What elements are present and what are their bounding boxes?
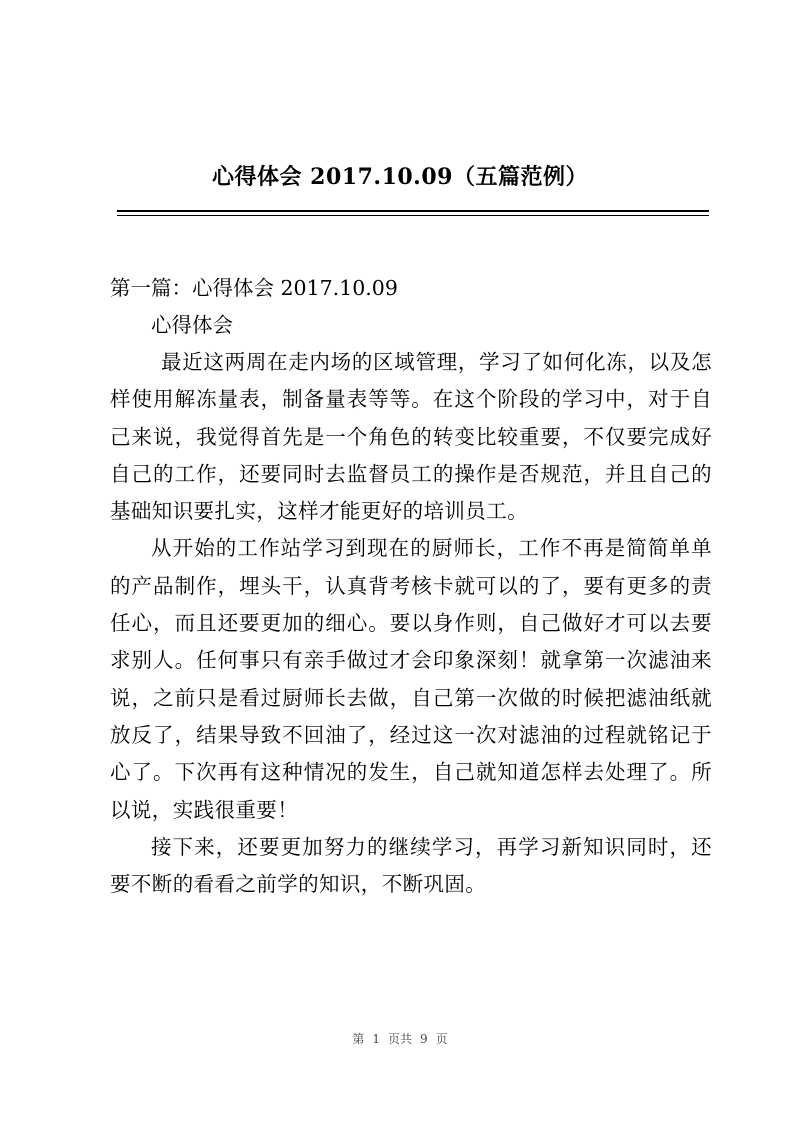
footer-prefix: 第 [352, 1032, 365, 1046]
title-divider-thick [117, 210, 709, 212]
footer-suffix: 页 [435, 1032, 448, 1046]
document-body [110, 270, 712, 903]
document-title: 心得体会 2017.10.09（五篇范例） [212, 164, 588, 190]
section-subtitle: 心得体会 [151, 313, 233, 337]
title-divider-thin [117, 215, 709, 216]
paragraph-2: 从开始的工作站学习到现在的厨师长，工作不再是简简单单的产品制作，埋头干，认真背考核卡就可以的了，要有更多的责任心，而且还要更加的细心。要以身作则，自己做好才可以去要求别人。任何事只有亲手做过才会印象深刻！就拿第一次滤油来说，之前只是看过厨师长去做，自己第一次做的时候把滤油纸就放反了，结果导致不回油了，经过这一次对滤油的过程就铭记于心了。下次再有这种情况的发生，自己就知道怎样去处理了。所以说，实践很重要！ [110, 536, 712, 822]
footer-middle: 页共 [387, 1032, 412, 1046]
paragraph-1: 最近这两周在走内场的区域管理，学习了如何化冻，以及怎样使用解冻量表，制备量表等等。在这个阶段的学习中，对于自己来说，我觉得首先是一个角色的转变比较重要，不仅要完成好自己的工作，还要同时去监督员工的操作是否规范，并且自己的基础知识要扎实，这样才能更好的培训员工。 [110, 350, 712, 524]
paragraph-3: 接下来，还要更加努力的继续学习，再学习新知识同时，还要不断的看看之前学的知识，不断巩固。 [110, 834, 712, 897]
footer-total-pages: 9 [420, 1032, 428, 1046]
page-footer [0, 1030, 800, 1047]
footer-current-page: 1 [372, 1032, 380, 1046]
section-heading: 第一篇：心得体会 2017.10.09 [110, 276, 398, 300]
